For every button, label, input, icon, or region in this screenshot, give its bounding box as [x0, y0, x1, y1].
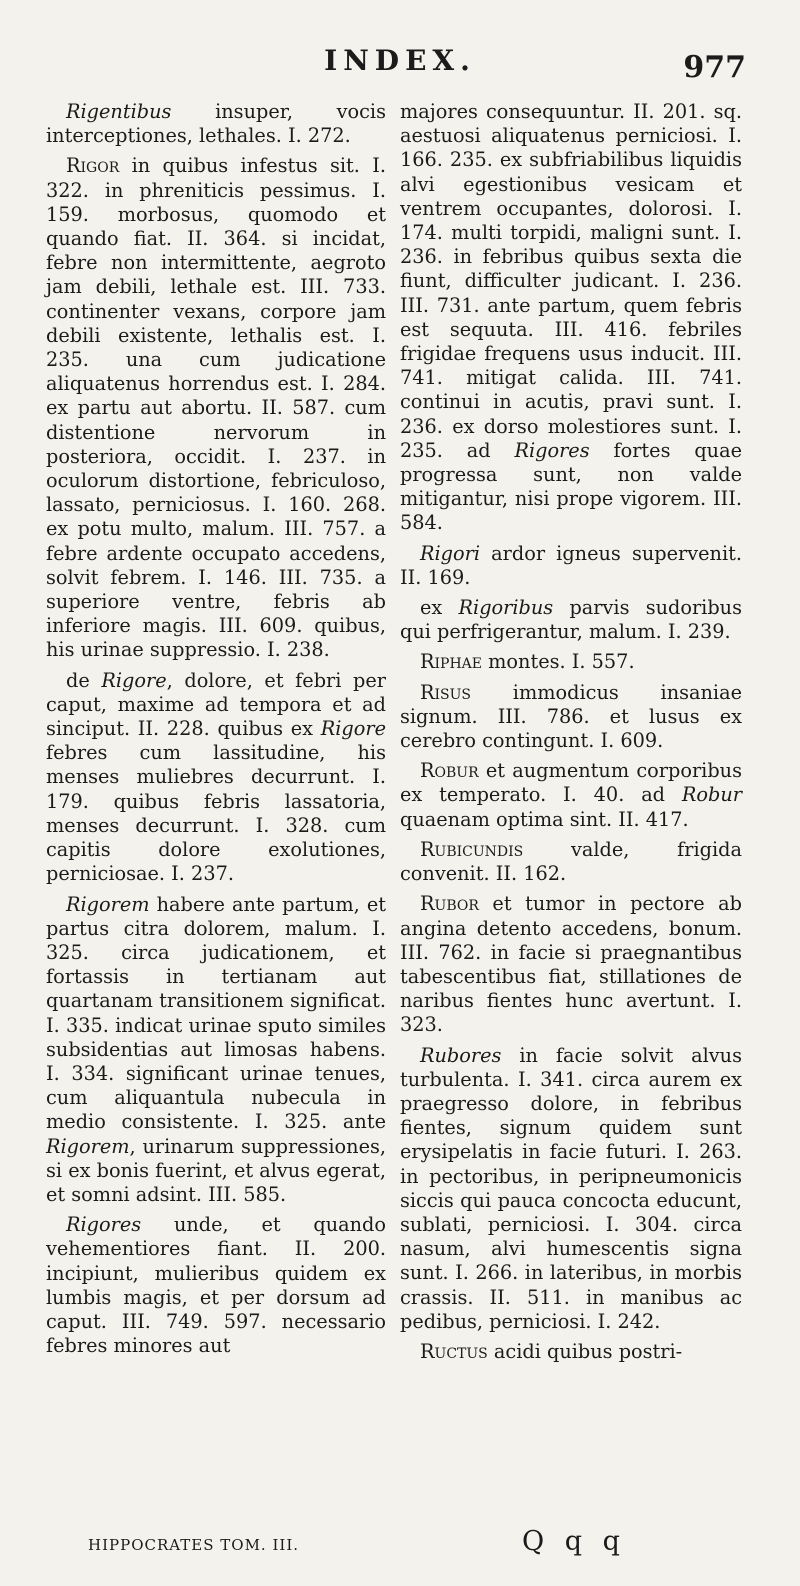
index-headword: Riphae — [420, 650, 483, 674]
index-entry-text: et augmentum corporibus ex temperato. I. 40. ad Robur quaenam optima sint. II. 417. — [400, 759, 742, 831]
page-number: 977 — [683, 50, 746, 85]
index-entry — [400, 681, 742, 754]
volume-footer: HIPPOCRATES TOM. III. — [88, 1536, 300, 1554]
index-entry-text: unde, et quando vehementiores fiant. II. 200. incipiunt, mulieribus quidem ex lumbis magis, et per dorsum ad caput. III. 749. 597. necessario febres minores aut — [46, 1213, 386, 1358]
index-entry — [400, 650, 742, 674]
index-entry-text: in quibus infestus sit. I. 322. in phreniticis pessimus. I. 159. morbosus, quomodo et quando fiat. II. 364. si incidat, febre non intermittente, aegroto jam debili, lethale est. III. 733. continenter vexans, corpore jam debili existente, lethalis est. I. 235. una cum judicatione aliquatenus horrendus est. I. 284. ex partu aut abortu. II. 587. cum distentione nervorum in posteriora, occidit. I. 237. in oculorum distortione, febriculoso, lassato, perniciosus. I. 160. 268. ex potu multo, malum. III. 757. a febre ardente occupato accedens, solvit febrem. I. 146. III. 735. a superiore ventre, febris ab inferiore magis. III. 609. quibus, his urinae suppressio. I. 238. — [46, 154, 386, 662]
index-headword: Rigentibus — [66, 100, 172, 123]
index-entry — [400, 542, 742, 590]
index-entry — [400, 596, 742, 644]
index-entry — [46, 154, 386, 662]
index-column-left — [46, 100, 386, 1364]
index-entry-text: et tumor in pectore ab angina detento accedens, bonum. III. 762. in facie si praegnantibus tabescentibus fiat, stillationes de naribus fientes hunc avertunt. I. 323. — [400, 892, 742, 1037]
index-entry — [46, 893, 386, 1208]
index-headword: Rubores — [420, 1043, 502, 1067]
index-headword: Rigorem — [66, 892, 150, 916]
index-entry-text: acidi quibus postri- — [487, 1339, 683, 1363]
index-headword: Rigores — [66, 1213, 142, 1237]
index-entry-text: montes. I. 557. — [482, 650, 635, 674]
index-entry — [46, 669, 386, 887]
signature-mark: Q q q — [522, 1526, 626, 1557]
index-headword: Rubor — [420, 892, 479, 916]
index-headword: Ructus — [420, 1339, 488, 1363]
index-entry — [400, 1044, 742, 1334]
index-entry — [400, 838, 742, 886]
index-entry — [400, 1340, 742, 1364]
index-entry-text: in facie solvit alvus turbulenta. I. 341. circa aurem ex praegresso dolore, in febribus fientes, signum quidem sunt erysipelatis in facie futuri. I. 263. in pectoribus, in peripneumonicis siccis qui pauca concocta educunt, sublati, perniciosi. I. 304. circa nasum, alvi humescentis signa sunt. I. 266. in lateribus, in morbis crassis. II. 511. in manibus ac pedibus, perniciosi. I. 242. — [400, 1043, 742, 1333]
index-entry — [400, 100, 742, 536]
index-entry-text: habere ante partum, et partus citra dolorem, malum. I. 325. circa judicationem, et fortassis in tertianam aut quartanam transitionem significat. I. 335. indicat urinae sputo similes subsidentias aut limosas habens. I. 334. significant urinae tenues, cum aliquantula nubecula in medio consistente. I. 325. ante Rigorem, urinarum suppressiones, si ex bonis fuerint, et alvus egerat, et somni adsint. III. 585. — [46, 892, 386, 1206]
index-entry — [400, 759, 742, 832]
index-entry — [400, 892, 742, 1037]
index-headword: Rigori — [420, 541, 481, 565]
index-entry-text: immodicus insaniae signum. III. 786. et lusus ex cerebro contingunt. I. 609. — [400, 680, 742, 753]
index-entry — [46, 1213, 386, 1358]
index-column-right — [400, 100, 742, 1370]
index-entry-text: valde, frigida convenit. II. 162. — [400, 837, 742, 886]
index-entry-text: ex Rigoribus parvis sudoribus qui perfrigerantur, malum. I. 239. — [400, 596, 742, 644]
index-headword: Robur — [420, 759, 479, 783]
index-headword: Rigor — [66, 154, 120, 178]
index-entry — [46, 100, 386, 148]
index-headword: Risus — [420, 680, 472, 704]
index-headword: Rubicundis — [420, 837, 524, 861]
running-title: INDEX. — [324, 44, 476, 77]
index-entry-text: ardor igneus supervenit. II. 169. — [400, 541, 742, 589]
index-entry-text: majores consequuntur. II. 201. sq. aestuosi aliquatenus perniciosi. I. 166. 235. ex subfriabilibus liquidis alvi egestionibus vesicam et ventrem occupantes, dolorosi. I. 174. multi torpidi, maligni sunt. I. 236. in febribus quibus sexta die fiunt, difficulter judicant. I. 236. III. 731. ante partum, quem febris est sequuta. III. 416. febriles frigidae frequens usus inducit. III. 741. mitigat calida. III. 741. continui in acutis, pravi sunt. I. 236. ex dorso molestiores sunt. I. 235. ad Rigores fortes quae progressa sunt, non valde mitigantur, nisi prope vigorem. III. 584. — [400, 100, 742, 535]
index-entry-text: de Rigore, dolore, et febri per caput, maxime ad tempora et ad sinciput. II. 228. quibus ex Rigore febres cum lassitudine, his menses muliebres decurrunt. I. 179. quibus febris lassatoria, menses decurrunt. I. 328. cum capitis dolore exolutiones, perniciosae. I. 237. — [46, 668, 387, 886]
index-entry-text: insuper, vocis interceptiones, lethales. I. 272. — [46, 100, 386, 148]
